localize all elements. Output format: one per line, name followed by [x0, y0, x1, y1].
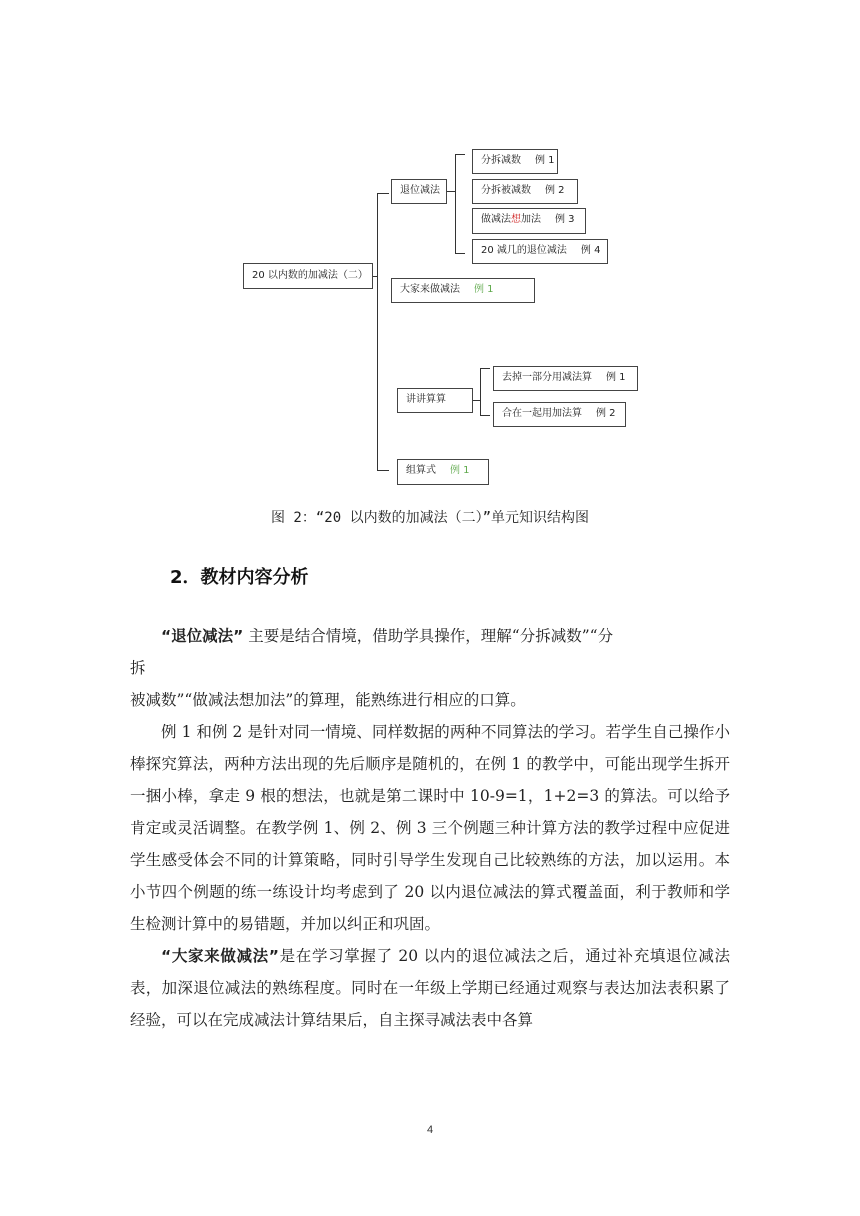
tuiwei-bracket-line: [455, 154, 456, 254]
jiangjiang-connector: [473, 400, 481, 401]
jiangjiang-bracket-bottom: [480, 415, 490, 416]
section-heading: 2．教材内容分析: [170, 567, 309, 588]
jiangjiang-item-1: 去掉一部分用减法算 例 1: [493, 366, 638, 391]
tuiwei-item-1: 分拆减数 例 1: [472, 149, 558, 174]
paragraph-1-line-1: “退位减法” 主要是结合情境，借助学具操作，理解“分拆减数”“分: [161, 627, 614, 645]
dajia-box: 大家来做减法 例 1: [391, 278, 535, 303]
main-bracket-line: [377, 193, 378, 471]
jiangjiang-bracket-top: [480, 368, 490, 369]
body-text: [130, 620, 730, 1036]
jiangjiang-bracket-line: [480, 368, 481, 416]
paragraph-1-line-2: 拆: [130, 659, 146, 677]
paragraph-2: 例 1 和例 2 是针对同一情境、同样数据的两种不同算法的学习。若学生自己操作小棒探究算法，两种方法出现的先后顺序是随机的，在例 1 的教学中，可能出现学生拆开一捆小棒，拿走 9 根的想法，也就是第二课时中 10-9=1，1+2=3 的算法。可以给予肯定或灵活调整。在教学例 1、例 2、例 3 三个例题三种计算方法的教学过程中应促进学生感受体会不同的计算策略，同时引导学生发现自己比较熟练的方法，加以运用。本小节四个例题的练一练设计均考虑到了 20 以内退位减法的算式覆盖面，利于教师和学生检测计算中的易错题，并加以纠正和巩固。: [130, 723, 730, 933]
tuiwei-item-2: 分拆被减数 例 2: [472, 179, 578, 204]
page-number: 4: [426, 1124, 434, 1136]
tuiwei-item-4: 20 减几的退位减法 例 4: [472, 239, 608, 264]
tuiwei-item-3: 做减法想加法 例 3: [472, 208, 586, 234]
figure-caption: 图 2：“20 以内数的加减法（二）”单元知识结构图: [271, 510, 589, 526]
jiangjiang-box: 讲讲算算: [397, 388, 473, 413]
root-box: 20 以内数的加减法（二）: [243, 263, 373, 289]
tuiwei-connector: [447, 191, 456, 192]
tuiwei-bracket-top: [455, 154, 465, 155]
root-connector: [373, 276, 378, 277]
jiangjiang-item-2: 合在一起用加法算 例 2: [493, 402, 626, 427]
paragraph-1-line-3: 被减数”“做减法想加法”的算理，能熟练进行相应的口算。: [130, 691, 526, 709]
paragraph-3: “大家来做减法”是在学习掌握了 20 以内的退位减法之后，通过补充填退位减法表，加深退位减法的熟练程度。同时在一年级上学期已经通过观察与表达加法表积累了经验，可以在完成减法计算结果后，自主探寻减法表中各算: [130, 947, 730, 1029]
main-bracket-top: [377, 193, 389, 194]
zusuanshi-box: 组算式 例 1: [397, 459, 489, 485]
main-bracket-bottom: [377, 470, 389, 471]
tuiwei-bracket-bottom: [455, 253, 465, 254]
knowledge-structure-diagram: [0, 0, 860, 500]
tuiwei-box: 退位减法: [391, 179, 447, 204]
